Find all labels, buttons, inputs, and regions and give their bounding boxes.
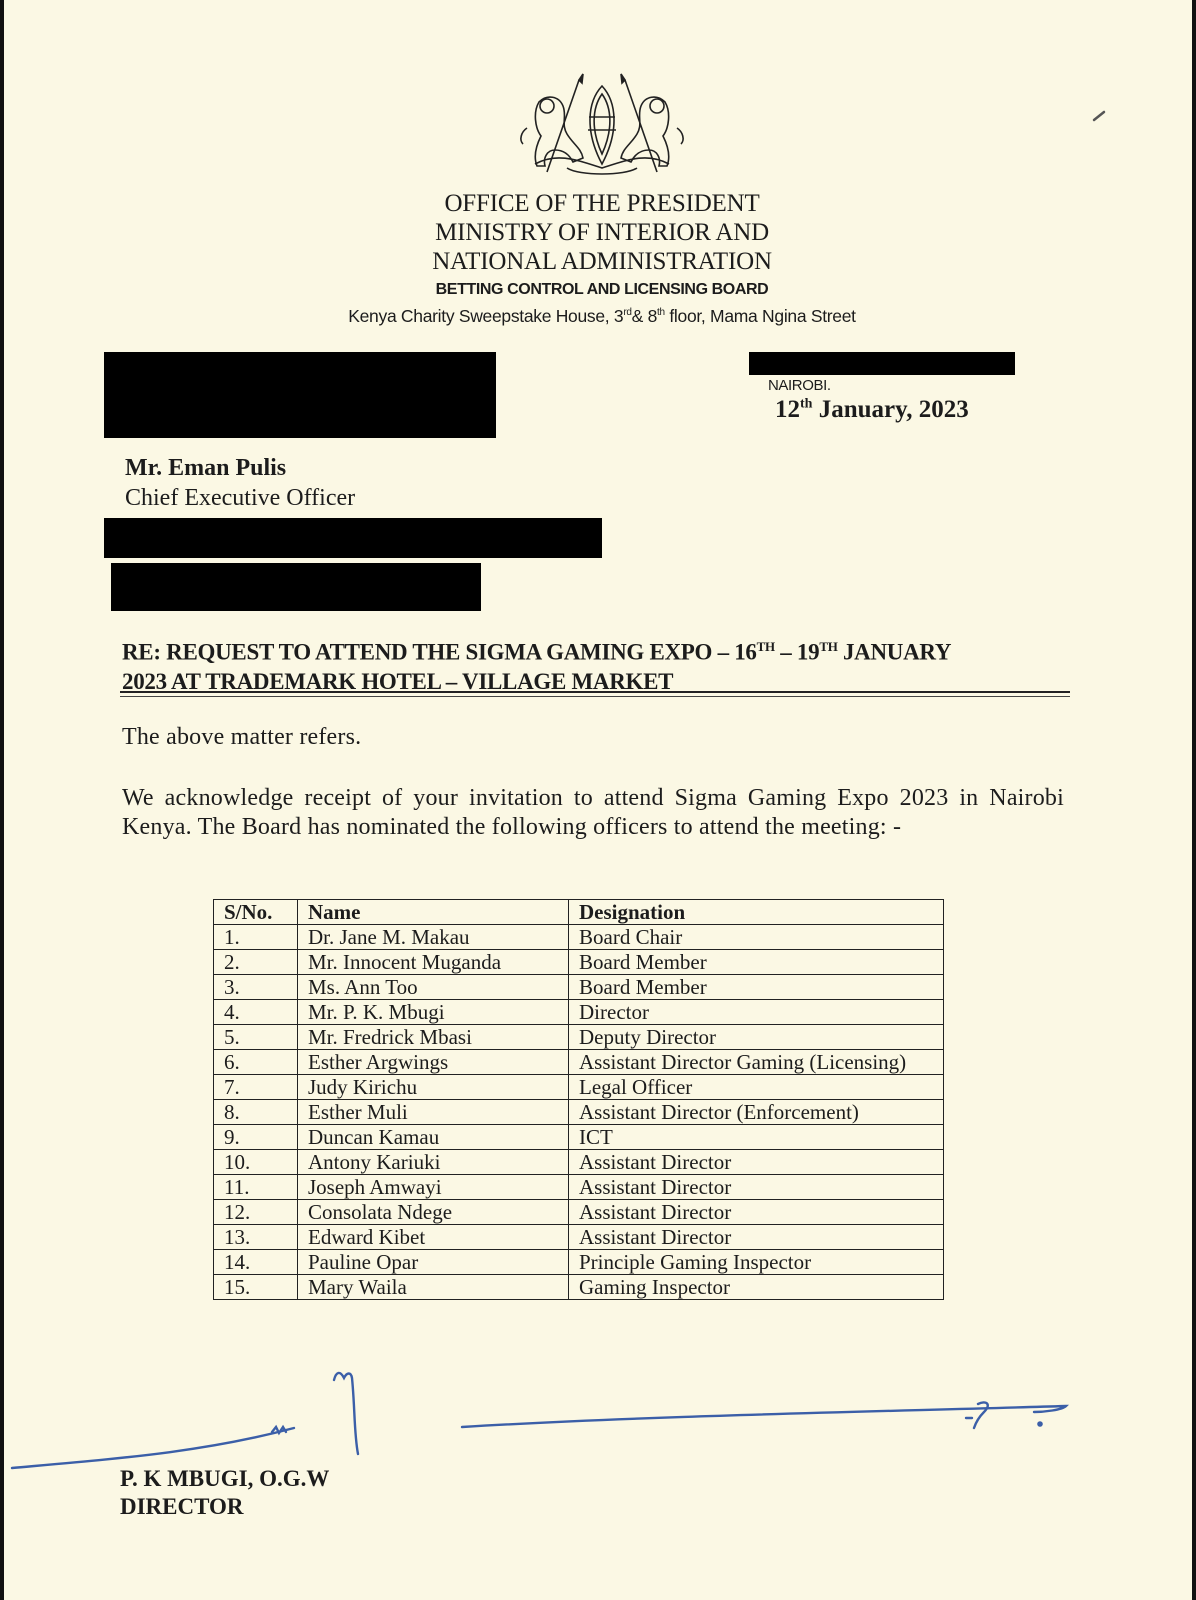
cell-name: Mr. Innocent Muganda [298, 950, 569, 975]
subject-underline-2 [120, 696, 1070, 697]
cell-name: Mr. P. K. Mbugi [298, 1000, 569, 1025]
cell-sno: 9. [214, 1125, 298, 1150]
cell-designation: ICT [569, 1125, 944, 1150]
redaction-block-reference [104, 352, 496, 438]
cell-sno: 3. [214, 975, 298, 1000]
redaction-block-address1 [104, 518, 602, 558]
header-address: Kenya Charity Sweepstake House, 3rd& 8th floor, Mama Ngina Street [348, 305, 856, 326]
cell-sno: 12. [214, 1200, 298, 1225]
cell-sno: 8. [214, 1100, 298, 1125]
table-row [214, 1275, 944, 1300]
cell-name: Ms. Ann Too [298, 975, 569, 1000]
cell-designation: Board Member [569, 950, 944, 975]
margin-mark-icon [1092, 110, 1106, 122]
cell-designation: Assistant Director [569, 1175, 944, 1200]
cell-designation: Assistant Director [569, 1200, 944, 1225]
cell-designation: Assistant Director Gaming (Licensing) [569, 1050, 944, 1075]
signature-right-mark [966, 1402, 988, 1428]
header-ministry-line2: NATIONAL ADMINISTRATION [432, 248, 772, 275]
cell-designation: Director [569, 1000, 944, 1025]
cell-name: Dr. Jane M. Makau [298, 925, 569, 950]
cell-sno: 14. [214, 1250, 298, 1275]
cell-designation: Board Chair [569, 925, 944, 950]
header-ministry-line1: MINISTRY OF INTERIOR AND [435, 219, 769, 246]
signatory-title: DIRECTOR [120, 1494, 244, 1519]
paragraph-acknowledgement: We acknowledge receipt of your invitation to attend Sigma Gaming Expo 2023 in Nairobi Kenya. The Board has nominated the following officers to attend the meeting: - [122, 785, 1064, 840]
cell-designation: Legal Officer [569, 1075, 944, 1100]
cell-name: Pauline Opar [298, 1250, 569, 1275]
table-header-row [214, 900, 944, 925]
table-row [214, 1125, 944, 1150]
cell-name: Esther Argwings [298, 1050, 569, 1075]
cell-designation: Gaming Inspector [569, 1275, 944, 1300]
recipient-name: Mr. Eman Pulis [125, 455, 287, 481]
table-row [214, 1150, 944, 1175]
table-row [214, 1050, 944, 1075]
cell-designation: Principle Gaming Inspector [569, 1250, 944, 1275]
officers-table [213, 899, 944, 1300]
cell-name: Joseph Amwayi [298, 1175, 569, 1200]
letter-place: NAIROBI. [768, 377, 831, 394]
table-row [214, 925, 944, 950]
table-row [214, 950, 944, 975]
signature-marks [4, 1360, 1196, 1470]
table-row [214, 1200, 944, 1225]
table-row [214, 1100, 944, 1125]
cell-sno: 4. [214, 1000, 298, 1025]
cell-sno: 7. [214, 1075, 298, 1100]
cell-sno: 10. [214, 1150, 298, 1175]
cell-name: Duncan Kamau [298, 1125, 569, 1150]
cell-sno: 15. [214, 1275, 298, 1300]
cell-sno: 2. [214, 950, 298, 975]
cell-name: Consolata Ndege [298, 1200, 569, 1225]
cell-name: Mary Waila [298, 1275, 569, 1300]
column-header-sno: S/No. [214, 900, 298, 925]
letter-date: 12th January, 2023 [775, 396, 969, 423]
column-header-designation: Designation [569, 900, 944, 925]
signatory-name: P. K MBUGI, O.G.W [120, 1466, 330, 1491]
cell-name: Judy Kirichu [298, 1075, 569, 1100]
cell-sno: 13. [214, 1225, 298, 1250]
signature-m [334, 1373, 358, 1454]
cell-name: Mr. Fredrick Mbasi [298, 1025, 569, 1050]
table-row [214, 1175, 944, 1200]
cell-sno: 1. [214, 925, 298, 950]
table-row [214, 975, 944, 1000]
paragraph-matter: The above matter refers. [122, 724, 362, 750]
cell-name: Edward Kibet [298, 1225, 569, 1250]
table-row [214, 1075, 944, 1100]
cell-name: Antony Kariuki [298, 1150, 569, 1175]
cell-designation: Board Member [569, 975, 944, 1000]
table-row [214, 1250, 944, 1275]
header-office: OFFICE OF THE PRESIDENT [444, 190, 760, 217]
cell-designation: Assistant Director [569, 1150, 944, 1175]
table-row [214, 1225, 944, 1250]
cell-sno: 11. [214, 1175, 298, 1200]
coat-of-arms-icon [517, 72, 687, 180]
signature-stroke-left [12, 1428, 294, 1468]
redaction-block-top-right [749, 352, 1015, 375]
table-row [214, 1025, 944, 1050]
header-board: BETTING CONTROL AND LICENSING BOARD [435, 281, 769, 298]
subject-underline [120, 691, 1070, 693]
cell-designation: Assistant Director (Enforcement) [569, 1100, 944, 1125]
letter-subject: RE: REQUEST TO ATTEND THE SIGMA GAMING EXPO – 16TH – 19TH JANUARY 2023 AT TRADEMARK HOTEL – VILLAGE MARKET [122, 639, 952, 694]
column-header-name: Name [298, 900, 569, 925]
cell-sno: 5. [214, 1025, 298, 1050]
redaction-block-address2 [111, 563, 481, 611]
recipient-title: Chief Executive Officer [125, 485, 356, 511]
cell-sno: 6. [214, 1050, 298, 1075]
cell-designation: Assistant Director [569, 1225, 944, 1250]
cell-name: Esther Muli [298, 1100, 569, 1125]
cell-designation: Deputy Director [569, 1025, 944, 1050]
table-row [214, 1000, 944, 1025]
